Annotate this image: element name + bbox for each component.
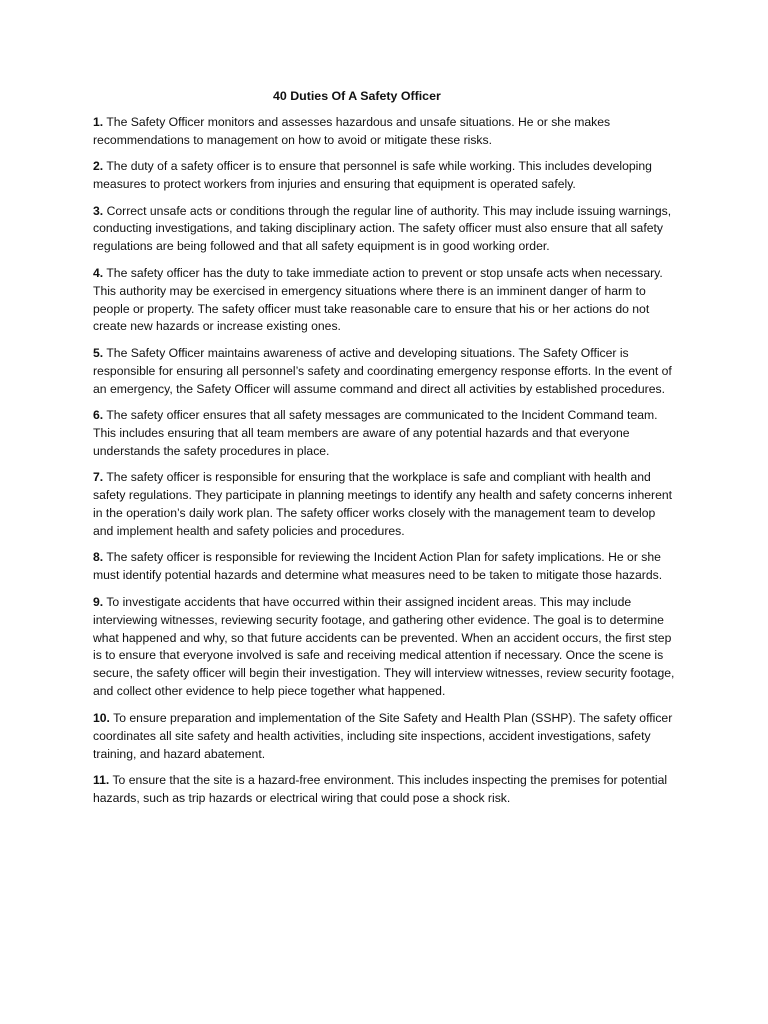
duty-text: To investigate accidents that have occurred within their assigned incident areas. This may include interviewing witnesses, reviewing security footage, and gathering other evidence. The goal is to determine what happened and why, so that future accidents can be prevented. When an accident occurs, the first step is to ensure that everyone involved is safe and receiving medical attention if necessary. Once the scene is secure, the safety officer will begin their investigation. They will interview witnesses, review security footage, and collect other evidence to help piece together what happened.	[93, 594, 675, 699]
duty-number: 7.	[93, 470, 104, 485]
duty-item	[93, 265, 677, 337]
duty-item	[93, 114, 677, 150]
duty-number: 6.	[93, 408, 104, 423]
duty-number: 11.	[93, 772, 110, 787]
duty-item	[93, 772, 677, 808]
duty-text: To ensure that the site is a hazard-free environment. This includes inspecting the premises for potential hazards, such as trip hazards or electrical wiring that could pose a shock risk.	[93, 772, 668, 805]
duty-item	[93, 158, 677, 194]
duty-text: The Safety Officer maintains awareness of active and developing situations. The Safety Officer is responsible for ensuring all personnel’s safety and coordinating emergency response efforts. In the event of an emergency, the Safety Officer will assume command and direct all activities by established procedures.	[93, 345, 672, 396]
duty-text: The safety officer is responsible for reviewing the Incident Action Plan for safety implications. He or she must identify potential hazards and determine what measures need to be taken to mitigate those hazards.	[93, 550, 663, 583]
duty-item	[93, 549, 677, 585]
duty-text: The Safety Officer monitors and assesses hazardous and unsafe situations. He or she makes recommendations to management on how to avoid or mitigate these risks.	[93, 114, 611, 147]
document-page	[93, 88, 677, 816]
duty-text: Correct unsafe acts or conditions through the regular line of authority. This may include issuing warnings, conducting investigations, and taking disciplinary action. The safety officer must also ensure that all safety regulations are being followed and that all safety equipment is in good working order.	[93, 203, 672, 254]
duty-text: The safety officer ensures that all safety messages are communicated to the Incident Command team. This includes ensuring that all team members are aware of any potential hazards and that everyone understands the safety procedures in place.	[93, 408, 658, 458]
duty-text: The safety officer has the duty to take immediate action to prevent or stop unsafe acts when necessary. This authority may be exercised in emergency situations where there is an imminent danger of harm to people or property. The safety officer must take reasonable care to ensure that his or her actions do not create new hazards or increase existing ones.	[93, 265, 663, 334]
duty-number: 8.	[93, 550, 104, 565]
duty-text: To ensure preparation and implementation of the Site Safety and Health Plan (SSHP). The safety officer coordinates all site safety and health activities, including site inspections, accident investigations, safety training, and hazard abatement.	[93, 710, 673, 761]
duty-item	[93, 345, 677, 399]
duty-number: 1.	[93, 114, 104, 129]
duty-number: 2.	[93, 159, 104, 174]
duty-number: 9.	[93, 594, 104, 609]
duty-item	[93, 203, 677, 257]
document-title: 40 Duties Of A Safety Officer	[273, 89, 441, 103]
duty-item	[93, 407, 677, 461]
duty-text: The safety officer is responsible for ensuring that the workplace is safe and compliant with health and safety regulations. They participate in planning meetings to identify any health and safety concerns inherent in the operation’s daily work plan. The safety officer works closely with the management team to develop and implement health and safety policies and procedures.	[93, 470, 673, 539]
duty-text: The duty of a safety officer is to ensure that personnel is safe while working. This includes developing measures to protect workers from injuries and ensuring that equipment is operated safely.	[93, 159, 652, 192]
duty-number: 5.	[93, 345, 104, 360]
duty-number: 3.	[93, 203, 104, 218]
duty-number: 10.	[93, 710, 110, 725]
duty-number: 4.	[93, 265, 104, 280]
duty-item	[93, 710, 677, 764]
duty-item	[93, 594, 677, 701]
duty-item	[93, 469, 677, 541]
